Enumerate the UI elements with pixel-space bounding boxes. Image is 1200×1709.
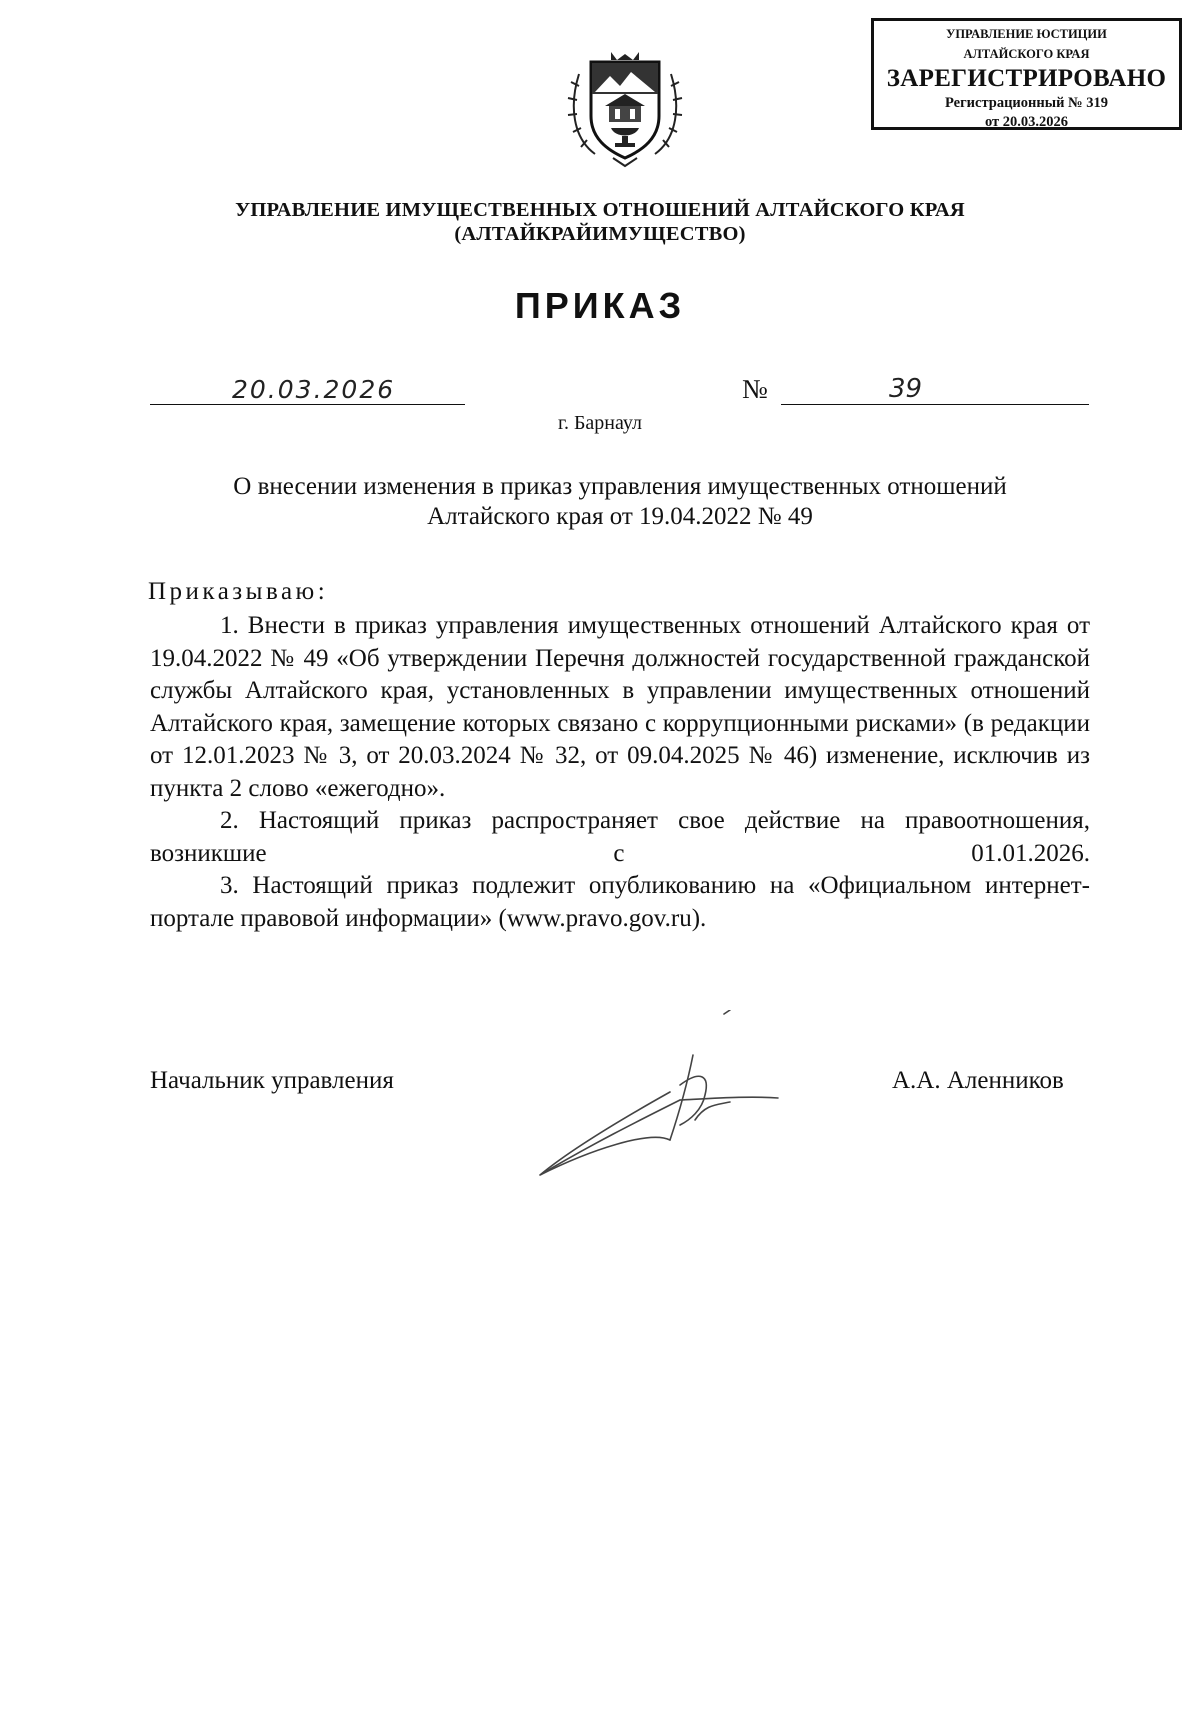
coat-of-arms-icon (565, 46, 685, 176)
order-item-2: 2. Настоящий приказ распространяет свое действие на правоотношения, возникшие с 01.01.2026. (150, 807, 1090, 867)
signatory-title: Начальник управления (150, 1067, 394, 1094)
stamp-status: ЗАРЕГИСТРИРОВАНО (886, 65, 1167, 92)
document-type-title: ПРИКАЗ (514, 285, 686, 326)
order-word: Приказываю: (148, 578, 329, 605)
agency-header (100, 198, 1100, 246)
city: г. Барнаул (558, 412, 642, 434)
order-subject (150, 472, 1090, 532)
order-number: 39 (889, 374, 923, 404)
agency-name: УПРАВЛЕНИЕ ИМУЩЕСТВЕННЫХ ОТНОШЕНИЙ АЛТАЙСКОГО КРАЯ (235, 199, 965, 221)
signatory-name: А.А. Аленников (892, 1067, 1064, 1094)
stamp-region: АЛТАЙСКОГО КРАЯ (963, 47, 1090, 61)
stamp-registration-number: Регистрационный № 319 (944, 95, 1108, 111)
handwritten-signature (530, 1010, 810, 1180)
date-underline (150, 404, 465, 405)
stamp-authority: УПРАВЛЕНИЕ ЮСТИЦИИ (946, 27, 1107, 41)
order-body (150, 610, 1090, 935)
order-item-3: 3. Настоящий приказ подлежит опубликованию на «Официальном интернет-портале правовой информации» (www.pravo.gov.ru). (150, 872, 1090, 932)
agency-short-name: (АЛТАЙКРАЙИМУЩЕСТВО) (454, 223, 746, 245)
order-date: 20.03.2026 (232, 375, 396, 404)
subject-line-2: Алтайского края от 19.04.2022 № 49 (427, 503, 813, 530)
registration-stamp (871, 18, 1182, 130)
number-sign: № (742, 374, 768, 404)
stamp-registration-date: от 20.03.2026 (984, 114, 1069, 130)
subject-line-1: О внесении изменения в приказ управления имущественных отношений (233, 473, 1007, 500)
number-underline (781, 404, 1089, 405)
order-item-1: 1. Внести в приказ управления имущественных отношений Алтайского края от 19.04.2022 № 49 «Об утверждении Перечня должностей государственной гражданской службы Алтайского края, установленных в управлении имущественных отношений Алтайского края, замещение которых связано с коррупционными рисками» (в редакции от 12.01.2023 № 3, от 20.03.2024 № 32, от 09.04.2025 № 46) изменение, исключив из пункта 2 слово «ежегодно». (150, 612, 1090, 802)
